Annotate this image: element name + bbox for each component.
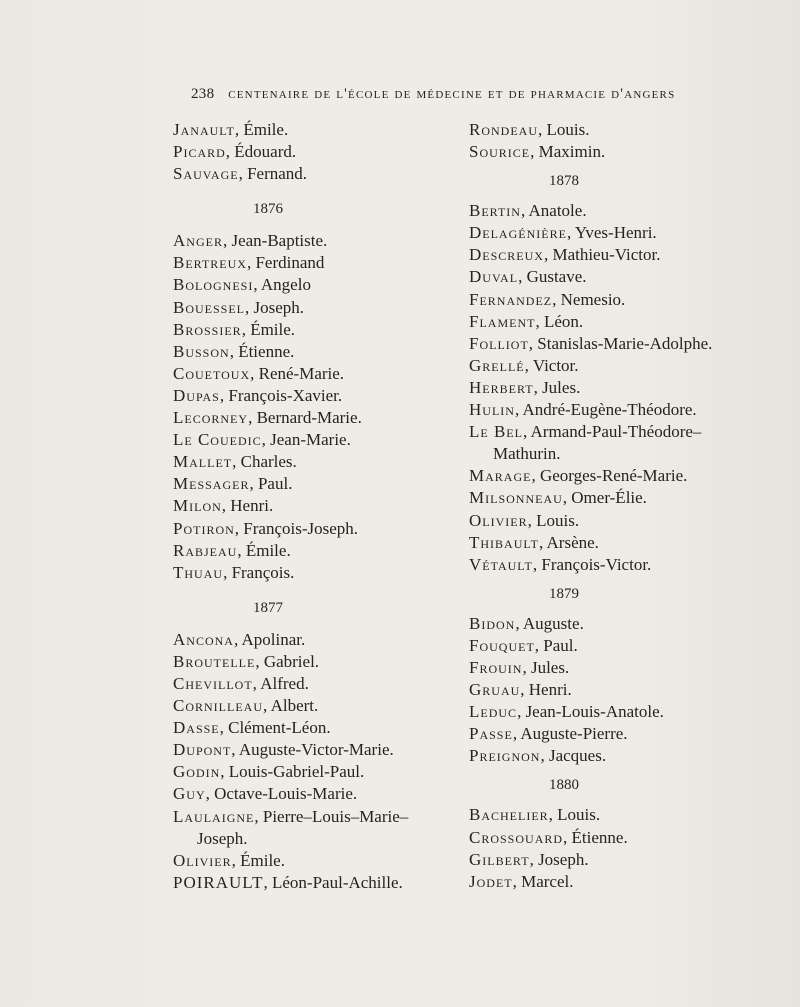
surname: Broutelle (173, 651, 256, 671)
surname: Marage (469, 466, 532, 486)
given-names: Jules. (542, 377, 581, 397)
given-names: Jacques. (548, 746, 607, 766)
name-entry (173, 341, 463, 363)
surname: Janault (173, 120, 235, 139)
separator: , (253, 275, 261, 295)
surname: Frouin (469, 657, 523, 677)
year-heading: 1877 (253, 599, 283, 616)
surname: Crossouard (469, 827, 564, 847)
name-entry (469, 465, 789, 487)
surname: Le Couedic (173, 430, 262, 450)
given-names: Omer-Élie. (571, 488, 647, 508)
name-entry (469, 679, 789, 701)
name-entry (173, 363, 463, 385)
name-entry (173, 673, 463, 695)
given-names: Joseph. (253, 297, 305, 317)
surname: Picard (173, 142, 226, 162)
given-names: Maximin. (538, 142, 606, 162)
separator: , (530, 142, 539, 162)
name-entry (469, 200, 789, 222)
surname: Thuau (173, 562, 224, 582)
name-entry (173, 451, 463, 473)
name-entry (469, 222, 789, 244)
separator: , (529, 849, 539, 869)
surname: Bidon (469, 613, 516, 633)
surname: Brossier (173, 319, 242, 339)
given-names: Octave-Louis-Marie. (214, 784, 358, 804)
separator: , (515, 613, 523, 633)
separator: , (535, 311, 544, 331)
name-entry (469, 804, 789, 826)
page-number: 238 (191, 86, 215, 102)
given-names: François-Joseph. (243, 518, 359, 538)
given-names: Émile. (243, 120, 289, 139)
name-entry (469, 333, 789, 355)
given-names: Anatole. (528, 201, 587, 221)
given-names: Victor. (532, 355, 579, 375)
given-names: Émile. (250, 319, 296, 339)
surname: Potiron (173, 518, 235, 538)
separator: , (261, 430, 271, 450)
given-names: Louis. (557, 805, 601, 825)
given-names: Angelo (260, 275, 311, 295)
separator: , (527, 510, 537, 530)
separator: , (237, 540, 246, 560)
separator: , (548, 805, 558, 825)
given-names: Auguste. (522, 613, 584, 633)
name-entry (173, 651, 463, 673)
surname: Bertin (469, 201, 521, 221)
running-header (191, 86, 780, 103)
given-names: Gabriel. (263, 651, 320, 671)
separator: , (249, 474, 258, 494)
surname: Hulin (469, 400, 515, 420)
name-entry (469, 657, 789, 679)
separator: , (233, 629, 242, 649)
separator: , (520, 680, 529, 700)
given-names: Étienne. (238, 341, 295, 361)
name-entry (173, 562, 463, 584)
separator: , (522, 657, 531, 677)
name-entry (173, 806, 463, 828)
separator: , (241, 319, 251, 339)
name-entry (173, 252, 463, 274)
given-names: Auguste-Pierre. (520, 724, 628, 744)
surname: Couetoux (173, 363, 251, 383)
separator: , (518, 267, 527, 287)
name-entry (469, 827, 789, 849)
surname: Vétault (469, 554, 533, 574)
separator: , (263, 696, 271, 716)
name-entry (469, 723, 789, 745)
name-entry (469, 141, 789, 163)
separator: , (246, 253, 256, 273)
name-entry (469, 289, 789, 311)
surname: Gruau (469, 680, 521, 700)
name-entry (173, 761, 463, 783)
year-heading: 1879 (549, 585, 579, 602)
surname: Godin (173, 762, 221, 782)
surname: Sauvage (173, 164, 239, 184)
separator: , (524, 355, 533, 375)
given-names: Émile. (245, 540, 291, 560)
surname: Sourice (469, 142, 531, 162)
given-names: Jean-Marie. (270, 430, 351, 450)
name-entry (469, 266, 789, 288)
name-entry (469, 355, 789, 377)
separator: , (566, 223, 575, 243)
given-names: Yves-Henri. (574, 223, 657, 243)
given-names: Joseph. (538, 849, 589, 869)
separator: , (232, 452, 241, 472)
surname: Anger (173, 231, 223, 251)
separator: , (517, 702, 526, 722)
given-names: Clément-Léon. (228, 718, 331, 738)
surname: Dupont (173, 740, 232, 760)
left-column (173, 119, 463, 894)
given-names: Mathieu-Victor. (552, 245, 661, 265)
separator: , (263, 872, 272, 892)
surname: Mallet (173, 452, 233, 472)
name-entry (469, 244, 789, 266)
separator: , (514, 400, 523, 420)
surname: Descreux (469, 245, 544, 265)
separator: , (522, 422, 531, 442)
separator: , (222, 231, 232, 251)
given-names: Louis. (546, 120, 590, 139)
name-entry (469, 701, 789, 723)
given-names: Louis. (536, 510, 580, 530)
name-entry (173, 695, 463, 717)
surname: Messager (173, 474, 250, 494)
year-heading: 1878 (549, 173, 579, 190)
surname: Fouquet (469, 635, 535, 655)
name-entry (469, 849, 789, 871)
surname: Chevillot (173, 673, 253, 693)
name-entry (469, 311, 789, 333)
given-names: François. (231, 562, 295, 582)
surname: Delagénière (469, 223, 567, 243)
separator: , (238, 164, 248, 184)
name-entry (173, 429, 463, 451)
name-entry (469, 510, 789, 532)
name-entry (469, 635, 789, 657)
given-names: Jules. (530, 657, 570, 677)
surname: Bolognesi (173, 275, 254, 295)
surname: Le Bel (469, 422, 523, 442)
surname: Bertreux (173, 253, 247, 273)
given-names: Jean-Louis-Anatole. (525, 702, 664, 722)
name-entry (173, 407, 463, 429)
name-entry (173, 540, 463, 562)
separator: , (231, 850, 241, 870)
given-names: Armand-Paul-Théodore– (530, 422, 702, 442)
name-entry (173, 495, 463, 517)
separator: , (221, 496, 231, 516)
given-names: Albert. (270, 696, 319, 716)
surname: Busson (173, 341, 230, 361)
separator: , (248, 408, 257, 428)
name-entry (469, 613, 789, 635)
surname: Jodet (469, 871, 513, 891)
given-names: Édouard. (234, 142, 297, 162)
surname: Leduc (469, 702, 518, 722)
surname: Gilbert (469, 849, 530, 869)
given-names: Apolinar. (241, 629, 306, 649)
separator: , (520, 201, 529, 221)
separator: , (234, 120, 244, 139)
separator: , (531, 466, 540, 486)
separator: , (540, 746, 549, 766)
separator: , (223, 562, 232, 582)
given-names: Pierre–Louis–Marie– (262, 806, 409, 826)
name-entry (469, 871, 789, 893)
given-names: Stanislas-Marie-Adolphe. (537, 333, 713, 353)
surname: Cornilleau (173, 696, 263, 716)
name-entry (173, 230, 463, 252)
given-names: Bernard-Marie. (256, 408, 362, 428)
separator: , (252, 673, 261, 693)
name-entry (173, 518, 463, 540)
surname: Laulaigne (173, 806, 255, 826)
separator: , (250, 363, 259, 383)
name-entry (469, 745, 789, 767)
separator: , (254, 806, 263, 826)
separator: , (231, 740, 239, 760)
surname: Lecorney (173, 408, 249, 428)
given-names: Arsène. (546, 532, 599, 552)
surname: Fernandez (469, 289, 553, 309)
given-names: Louis-Gabriel-Paul. (228, 762, 365, 782)
name-entry (173, 717, 463, 739)
name-entry (469, 399, 789, 421)
name-continuation: Mathurin. (493, 444, 561, 464)
name-entry (469, 554, 789, 576)
name-entry (173, 739, 463, 761)
surname: Passe (469, 724, 513, 744)
surname: Olivier (469, 510, 528, 530)
surname: Thibault (469, 532, 539, 552)
name-entry (173, 119, 463, 141)
separator: , (528, 333, 538, 353)
surname: Dasse (173, 718, 220, 738)
separator: , (220, 762, 229, 782)
given-names: Georges-René-Marie. (539, 466, 688, 486)
given-names: François-Victor. (541, 554, 652, 574)
given-names: François-Xavier. (228, 385, 343, 405)
name-entry (173, 473, 463, 495)
surname: Guy (173, 784, 206, 804)
given-names: Ferdinand (255, 253, 325, 273)
separator: , (512, 871, 522, 891)
separator: , (543, 245, 553, 265)
separator: , (538, 532, 547, 552)
given-names: Paul. (543, 635, 578, 655)
name-entry (469, 119, 789, 141)
surname: Ancona (173, 629, 234, 649)
name-entry (173, 783, 463, 805)
given-names: Émile. (240, 850, 285, 870)
separator: , (512, 724, 521, 744)
separator: , (219, 718, 229, 738)
given-names: Fernand. (247, 164, 308, 184)
year-heading: 1880 (549, 777, 579, 794)
separator: , (563, 827, 572, 847)
separator: , (255, 651, 264, 671)
separator: , (552, 289, 561, 309)
surname: Dupas (173, 385, 220, 405)
year-heading: 1876 (253, 201, 283, 218)
separator: , (234, 518, 244, 538)
surname: Preignon (469, 746, 541, 766)
right-column (469, 119, 789, 893)
name-entry (173, 163, 463, 185)
given-names: Jean-Baptiste. (231, 231, 328, 251)
name-entry (173, 274, 463, 296)
surname: Bouessel (173, 297, 246, 317)
surname: Rabjeau (173, 540, 238, 560)
separator: , (534, 635, 544, 655)
name-continuation: Joseph. (197, 828, 248, 848)
separator: , (533, 377, 543, 397)
name-entry (173, 629, 463, 651)
separator: , (219, 385, 229, 405)
name-entry (173, 850, 463, 872)
surname: POIRAULT (173, 872, 264, 892)
surname: Duval (469, 267, 519, 287)
name-entry (469, 377, 789, 399)
given-names: Étienne. (571, 827, 628, 847)
separator: , (205, 784, 215, 804)
given-names: Léon. (543, 311, 584, 331)
given-names: Alfred. (260, 673, 309, 693)
name-entry (173, 385, 463, 407)
given-names: Gustave. (526, 267, 587, 287)
given-names: Paul. (257, 474, 293, 494)
running-title: centenaire de l'école de médecine et de pharmacie d'angers (228, 86, 676, 102)
separator: , (229, 341, 239, 361)
name-entry (173, 297, 463, 319)
separator: , (225, 142, 235, 162)
given-names: Nemesio. (560, 289, 626, 309)
given-names: André-Eugène-Théodore. (522, 400, 697, 420)
surname: Milsonneau (469, 488, 563, 508)
name-entry (173, 141, 463, 163)
given-names: Marcel. (521, 871, 574, 891)
given-names: Henri. (230, 496, 274, 516)
given-names: Léon-Paul-Achille. (272, 872, 403, 892)
surname: Flament (469, 311, 536, 331)
surname: Rondeau (469, 120, 538, 139)
surname: Olivier (173, 850, 232, 870)
given-names: René-Marie. (258, 363, 345, 383)
surname: Milon (173, 496, 222, 516)
name-entry (173, 319, 463, 341)
name-entry (173, 872, 463, 894)
surname: Herbert (469, 377, 534, 397)
separator: , (532, 554, 542, 574)
surname: Folliot (469, 333, 529, 353)
separator: , (562, 488, 572, 508)
given-names: Auguste-Victor-Marie. (238, 740, 394, 760)
name-entry (469, 532, 789, 554)
name-entry (469, 487, 789, 509)
name-entry (469, 421, 789, 443)
given-names: Henri. (528, 680, 572, 700)
given-names: Charles. (240, 452, 297, 472)
surname: Bachelier (469, 805, 549, 825)
separator: , (538, 120, 547, 139)
surname: Grellé (469, 355, 525, 375)
separator: , (245, 297, 254, 317)
